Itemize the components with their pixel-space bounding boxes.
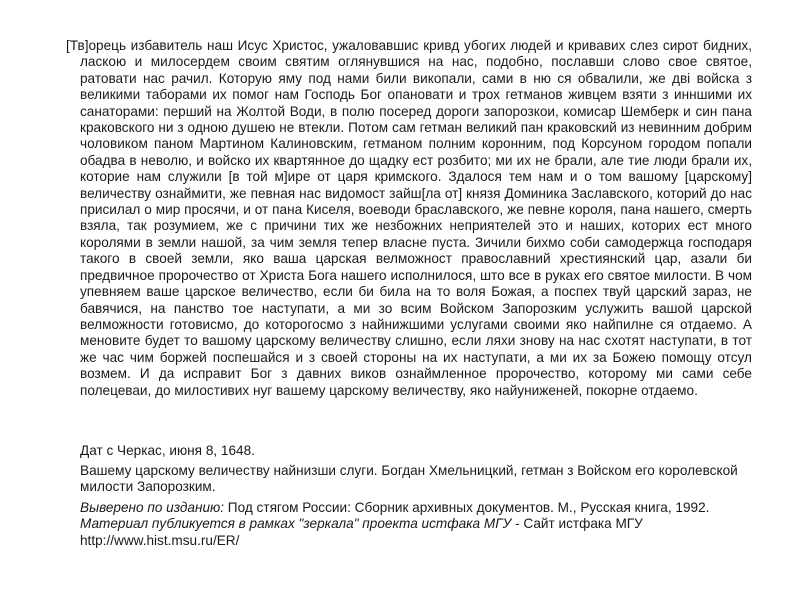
source-citation: [80, 500, 752, 549]
letter-signature: Вашему царскому величеству найнизши слуги. Богдан Хмельницкий, гетман з Войском его королевской милости Запорозким.: [80, 463, 738, 495]
source-site: - Сайт истфака МГУ http://www.hist.msu.ru/ER/: [80, 516, 643, 548]
letter-dateline: Дат с Черкас, июня 8, 1648.: [80, 443, 255, 458]
source-note: Материал публикуется в рамках "зеркала" проекта истфака МГУ: [80, 516, 512, 532]
source-label: Выверено по изданию:: [80, 500, 225, 515]
source-text: Под стягом России: Сборник архивных документов. М., Русская книга, 1992.: [224, 500, 710, 515]
letter-body: [Тв]орець избавитель наш Исус Христос, ужаловавшис кривд убогих людей и кривавих слез сирот бидних, ласкою и милосердем своим святим оглянувшися на нас, подобно, пославши слово свое святое, ратовати нас рачил. Которую яму под нами били викопали, сами в ню ся обвалили, же двi войска з великими таборами их помог нам Господь Бог опановати и трох гетманов живцем взяти з инншими их санаторами: перший на Жолтой Води, в полю посеред дороги запорозкои, комисар Шемберк и син пана краковского ни з одною душею не втекли. Потом сам гетман великий пан краковский из невинним добрим чоловиком паном Мартином Калиновским, гетманом полним коронним, под Корсуном городом попали обадва в неволю, и войско их квартянное до щадку ест розбито; ми их не брали, але тие люди брали их, которие нам служили [в той м]ире от царя кримского. Здалося тем нам и о том вашому [царскому] величеству ознаймити, же певная нас видомост зайш[ла от] князя Доминика Заславского, которий до нас присилал о мир просячи, и от пана Киселя, воеводи браславского, же певне короля, пана нашего, смерть взяла, так розумием, же с причини тих же незбожних неприятелей это и наших, которих ест много королями в земли нашой, за чим земля тепер власне пуста. Зичили бихмо соби самодержца господаря такого в своей земли, яко ваша царская велможност православний хрестиянский цар, азали би предвичное пророчество от Христа Бога нашего исполнилося, што все в руках его святое милости. В чом упевняем ваше царское величество, если би била на то воля Божая, а поспех твуй царский зараз, не бавячися, на панство тое наступати, а ми зо всим Войском Запорозким услужить вашой царской велможности готовисмо, до которогосмо з найнижшими услугами своими яко найпилне ся отдаемо. А меновите будет то вашому царскому величеству слишно, если ляхи знову на нас схотят наступати, в тот же час чим боржей поспешайся и з своей стороны на их наступати, а ми их за Божею помощу отсул возмем. И да исправит Бог з давних виков ознаймленное пророчество, которому ми сами себе полецеваи, до милостивих нуг вашему царскому величеству, яко найуниженей, покорне отдаемо.: [66, 38, 752, 398]
